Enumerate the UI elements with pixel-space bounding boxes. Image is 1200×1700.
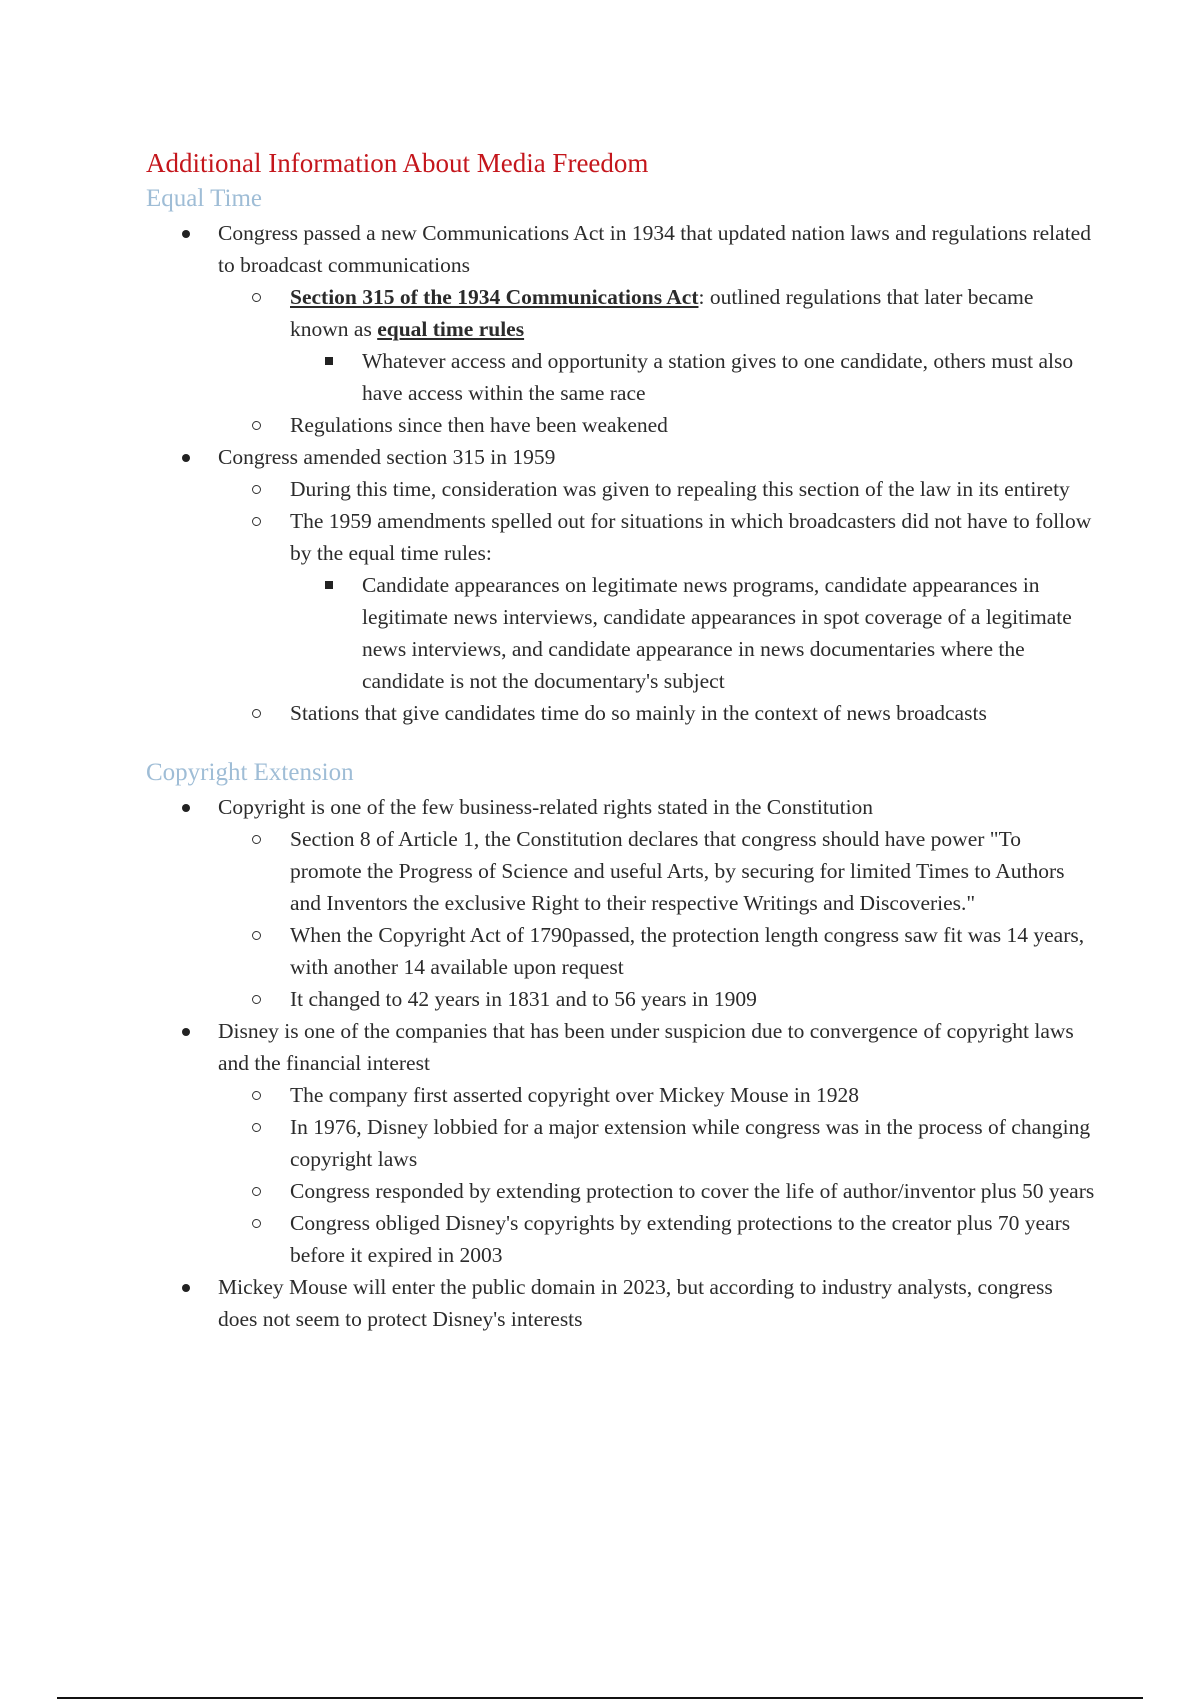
list-item: Candidate appearances on legitimate news programs, candidate appearances in legitimate news interviews, candidate appearances in spot coverage of a legitimate news interviews, and candidate appearance in news documentaries where the candidate is not the documentary's subject	[290, 569, 1096, 697]
sub-list	[218, 1079, 1096, 1271]
list-item: It changed to 42 years in 1831 and to 56 years in 1909	[218, 983, 1096, 1015]
list-item: When the Copyright Act of 1790passed, the protection length congress saw fit was 14 years, with another 14 available upon request	[218, 919, 1096, 983]
bullet-list	[146, 217, 1096, 729]
bold-term: Section 315 of the 1934 Communications Act	[290, 285, 699, 309]
list-item	[218, 505, 1096, 697]
bullet-list	[146, 791, 1096, 1335]
list-item-text: Congress amended section 315 in 1959	[218, 445, 556, 469]
bold-term: equal time rules	[377, 317, 525, 341]
sub-list	[218, 473, 1096, 729]
list-item-text: Disney is one of the companies that has been under suspicion due to convergence of copyright laws and the financial interest	[218, 1019, 1074, 1075]
footer-rule	[57, 1697, 1143, 1699]
list-item-text: The 1959 amendments spelled out for situations in which broadcasters did not have to follow by the equal time rules:	[290, 509, 1092, 565]
list-item: During this time, consideration was given to repealing this section of the law in its entirety	[218, 473, 1096, 505]
document-page	[146, 145, 1096, 1335]
sub-list	[218, 823, 1096, 1015]
list-item: Whatever access and opportunity a station gives to one candidate, others must also have access within the same race	[290, 345, 1096, 409]
list-item	[146, 791, 1096, 1015]
sub-sub-list	[290, 345, 1096, 409]
section-spacer	[146, 729, 1096, 755]
section-heading-copyright-extension: Copyright Extension	[146, 759, 354, 786]
list-item: Section 8 of Article 1, the Constitution declares that congress should have power "To promote the Progress of Science and useful Arts, by securing for limited Times to Authors and Inventors the exclusive Right to their respective Writings and Discoveries."	[218, 823, 1096, 919]
sub-list	[218, 281, 1096, 441]
list-item-text: : outlined regulations that later became known as	[290, 285, 1034, 341]
list-item	[146, 441, 1096, 729]
list-item: The company first asserted copyright over Mickey Mouse in 1928	[218, 1079, 1096, 1111]
list-item: In 1976, Disney lobbied for a major extension while congress was in the process of changing copyright laws	[218, 1111, 1096, 1175]
list-item: Regulations since then have been weakened	[218, 409, 1096, 441]
list-item-text: Copyright is one of the few business-related rights stated in the Constitution	[218, 795, 874, 819]
section-heading-equal-time: Equal Time	[146, 185, 262, 212]
list-item	[146, 1015, 1096, 1271]
list-item	[146, 217, 1096, 441]
sub-sub-list	[290, 569, 1096, 697]
list-item: Mickey Mouse will enter the public domain in 2023, but according to industry analysts, congress does not seem to protect Disney's interests	[146, 1271, 1096, 1335]
list-item: Congress responded by extending protection to cover the life of author/inventor plus 50 years	[218, 1175, 1096, 1207]
list-item-text: Congress passed a new Communications Act in 1934 that updated nation laws and regulations related to broadcast communications	[218, 221, 1091, 277]
page-title: Additional Information About Media Freedom	[146, 148, 649, 178]
list-item: Stations that give candidates time do so mainly in the context of news broadcasts	[218, 697, 1096, 729]
list-item: Congress obliged Disney's copyrights by extending protections to the creator plus 70 years before it expired in 2003	[218, 1207, 1096, 1271]
list-item	[218, 281, 1096, 409]
